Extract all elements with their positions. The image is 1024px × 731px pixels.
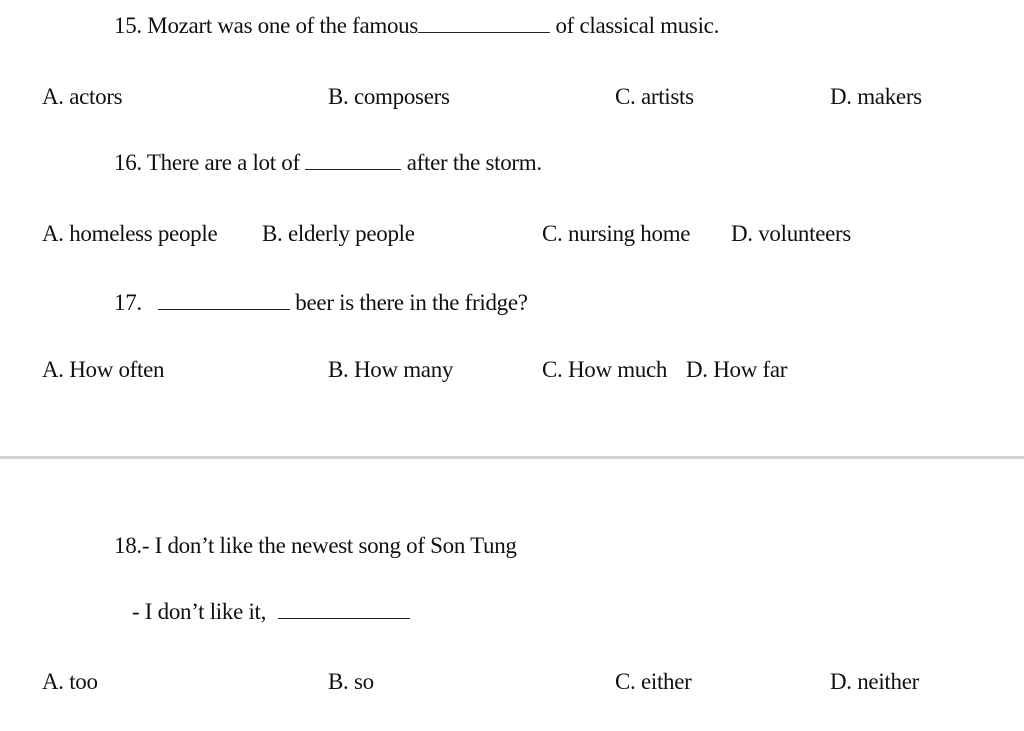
question-17-stem — [114, 289, 528, 317]
question-15-text-after: of classical music. — [550, 13, 720, 38]
question-18-option-c: C. either — [615, 669, 692, 694]
question-16-text-before: 16. There are a lot of — [114, 150, 306, 175]
question-18-option-a: A. too — [42, 669, 98, 694]
question-18-reply-text: - I don’t like it, — [132, 599, 272, 624]
question-18-option-d: D. neither — [830, 669, 919, 694]
question-17-blank — [158, 289, 290, 310]
question-17-option-b: B. How many — [328, 357, 454, 382]
question-15-blank — [418, 12, 550, 33]
question-17-number: 17. — [114, 290, 142, 315]
question-18-reply — [132, 598, 410, 626]
question-17-text-after: beer is there in the fridge? — [289, 290, 528, 315]
question-16-option-c: C. nursing home — [542, 221, 691, 246]
question-15-option-c: C. artists — [615, 84, 694, 109]
question-18-stem: 18.- I don’t like the newest song of Son Tung — [114, 533, 517, 558]
question-18-blank — [278, 598, 410, 619]
question-16-option-b: B. elderly people — [262, 221, 415, 246]
question-16-option-d: D. volunteers — [731, 221, 852, 246]
question-17-option-d: D. How far — [686, 357, 788, 382]
question-15-option-a: A. actors — [42, 84, 123, 109]
question-16-text-after: after the storm. — [401, 150, 542, 175]
question-16-blank — [305, 149, 401, 170]
question-16-stem — [114, 149, 542, 177]
question-15-text-before: 15. Mozart was one of the famous — [114, 13, 419, 38]
question-15-stem — [114, 12, 719, 40]
question-17-option-a: A. How often — [42, 357, 165, 382]
question-18-option-b: B. so — [328, 669, 374, 694]
question-15-option-b: B. composers — [328, 84, 450, 109]
question-16-option-a: A. homeless people — [42, 221, 218, 246]
page-divider — [0, 456, 1024, 459]
question-15-option-d: D. makers — [830, 84, 922, 109]
question-17-option-c: C. How much — [542, 357, 668, 382]
